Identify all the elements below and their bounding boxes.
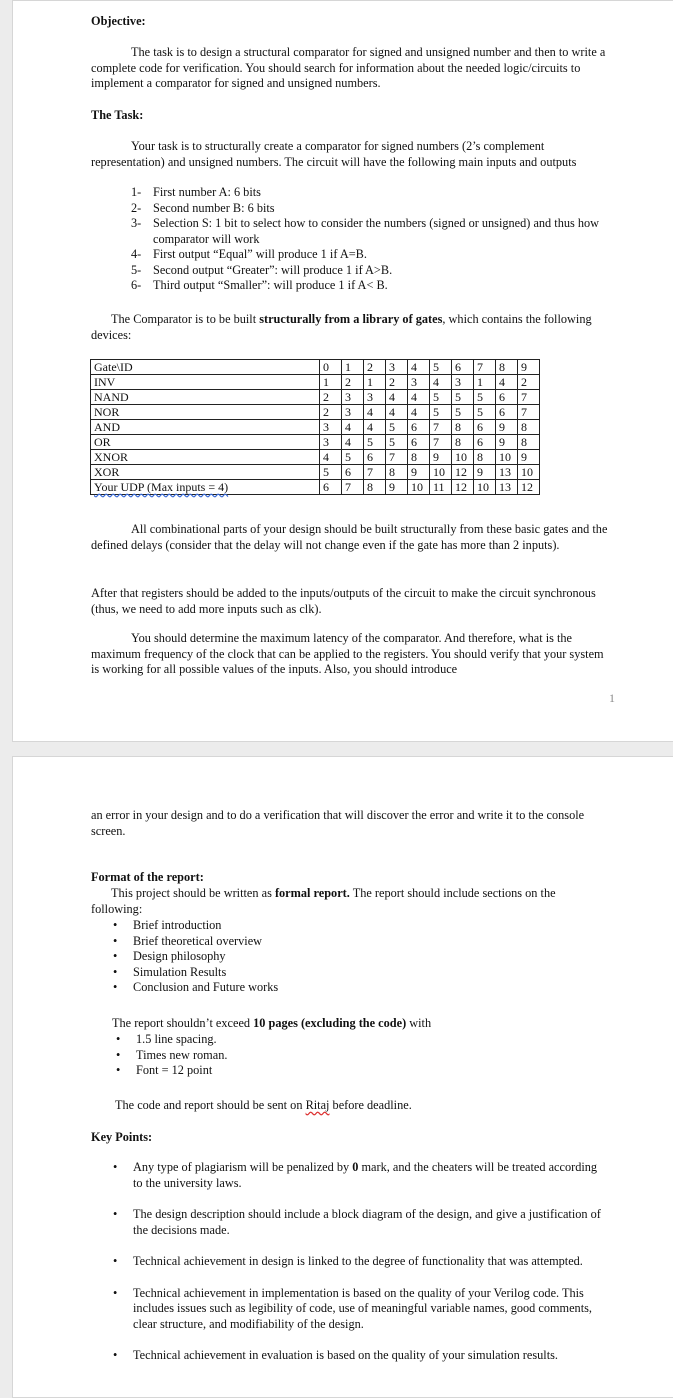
delay-cell: 9 [430,450,452,465]
list-item: 4- First output “Equal” will produce 1 if A=B. [131,247,367,261]
gate-name-cell: XOR [91,465,320,480]
delay-cell: 6 [452,360,474,375]
delay-cell: 4 [364,420,386,435]
delay-cell: 5 [386,420,408,435]
task-list [131,185,616,294]
delay-cell: 2 [386,375,408,390]
list-item: • Conclusion and Future works [113,980,278,996]
delay-cell: 2 [320,405,342,420]
delay-cell: 4 [430,375,452,390]
delay-cell: 9 [474,465,496,480]
formatting-list [116,1032,227,1079]
list-item: • Any type of plagiarism will be penalized by 0 mark, and the cheaters will be treated according to the university laws. [113,1160,608,1191]
list-item: • Technical achievement in design is linked to the degree of functionality that was attempted. [113,1254,608,1270]
table-row [91,405,540,420]
task-heading: The Task: [91,108,144,122]
delay-cell: 6 [408,435,430,450]
delay-cell: 9 [408,465,430,480]
gate-name-cell: NOR [91,405,320,420]
gate-name-cell: INV [91,375,320,390]
delay-cell: 7 [518,405,540,420]
table-row [91,435,540,450]
delay-cell: 5 [430,405,452,420]
list-item: • Simulation Results [113,965,278,981]
delay-cell: 2 [342,375,364,390]
delay-cell: 3 [386,360,408,375]
delay-cell: 1 [342,360,364,375]
delay-cell: 8 [474,450,496,465]
registers-paragraph: After that registers should be added to the inputs/outputs of the circuit to make the circuit synchronous (thus, we need to add more inputs such as clk). [91,586,596,616]
delay-cell: 9 [518,360,540,375]
list-item: 6- Third output “Smaller”: will produce 1 if A< B. [131,278,388,292]
delay-cell: 5 [474,390,496,405]
delay-cell: 10 [496,450,518,465]
objective-heading: Objective: [91,14,146,28]
table-row [91,465,540,480]
delay-cell: 8 [386,465,408,480]
delay-cell: 9 [496,420,518,435]
table-header-row [91,360,540,375]
key-points-heading: Key Points: [91,1130,153,1144]
delay-cell: 3 [342,390,364,405]
list-item: • Font = 12 point [116,1063,227,1079]
table-row [91,420,540,435]
key-points-list [113,1160,608,1364]
delay-cell: 7 [386,450,408,465]
format-heading: Format of the report: [91,870,204,884]
table-row [91,375,540,390]
delay-cell: 8 [496,360,518,375]
delay-cell: 7 [430,435,452,450]
document-page-2 [12,756,673,1398]
delay-cell: 6 [474,435,496,450]
delay-cell: 10 [408,480,430,495]
delay-cell: 7 [474,360,496,375]
delay-cell: 5 [320,465,342,480]
gate-name-cell: AND [91,420,320,435]
delay-cell: 4 [342,435,364,450]
delay-cell: 2 [320,390,342,405]
list-item: • Technical achievement in evaluation is based on the quality of your simulation results. [113,1348,608,1364]
delay-cell: 12 [452,465,474,480]
page-limit-line: The report shouldn’t exceed 10 pages (excluding the code) with [112,1016,432,1030]
latency-paragraph: You should determine the maximum latency of the comparator. And therefore, what is the maximum frequency of the clock that can be applied to the registers. You should verify that your system is working for all possible values of the inputs. Also, you should introduce [91,631,604,676]
gate-name-cell: OR [91,435,320,450]
delay-cell: 3 [342,405,364,420]
list-item: • The design description should include a block diagram of the design, and give a justification of the decisions made. [113,1207,608,1238]
delay-cell: 10 [452,450,474,465]
list-item: • Design philosophy [113,949,278,965]
delay-cell: 12 [452,480,474,495]
delay-cell: 11 [430,480,452,495]
delay-cell: 5 [452,405,474,420]
delay-cell: 7 [342,480,364,495]
delay-cell: 0 [320,360,342,375]
list-item: 2- Second number B: 6 bits [131,200,275,215]
list-item: 5- Second output “Greater”: will produce 1 if A>B. [131,262,393,277]
page-number: 1 [609,691,615,705]
submission-line: The code and report should be sent on Ritaj before deadline. [115,1098,412,1112]
delay-cell: 13 [496,480,518,495]
delay-cell: 9 [518,450,540,465]
delay-cell: 4 [364,405,386,420]
delay-cell: 5 [474,405,496,420]
table-row [91,390,540,405]
delay-cell: 4 [386,405,408,420]
delay-cell: 5 [430,360,452,375]
delay-cell: 1 [320,375,342,390]
delay-cell: 4 [386,390,408,405]
delay-cell: 10 [430,465,452,480]
delay-cell: 8 [452,435,474,450]
list-item: 3- Selection S: 1 bit to select how to consider the numbers (signed or unsigned) and thus how comparator will work [131,216,600,246]
list-item: • Brief introduction [113,918,278,934]
combinational-paragraph: All combinational parts of your design should be built structurally from these basic gates and the defined delays (consider that the delay will not change even if the gate has more than 2 inputs). [91,522,608,552]
delay-cell: 5 [364,435,386,450]
gate-name-cell: XNOR [91,450,320,465]
delay-cell: 6 [320,480,342,495]
delay-cell: 6 [474,420,496,435]
delay-cell: 13 [496,465,518,480]
delay-cell: 8 [364,480,386,495]
delay-cell: 3 [364,390,386,405]
list-item: 1- First number A: 6 bits [131,185,261,199]
delay-cell: 8 [408,450,430,465]
delay-cell: 4 [320,450,342,465]
library-paragraph: The Comparator is to be built structurally from a library of gates, which contains the following devices: [91,312,592,342]
gate-name-cell: Your UDP (Max inputs = 4) [91,480,320,495]
delay-cell: 5 [452,390,474,405]
list-item: • Technical achievement in implementation is based on the quality of your Verilog code. This includes issues such as legibility of code, use of meaningful variable names, good comments, clear structure, and modifiability of the design. [113,1286,608,1333]
list-item: • Times new roman. [116,1048,227,1064]
delay-cell: 6 [496,405,518,420]
delay-cell: 3 [408,375,430,390]
delay-cell: 8 [518,420,540,435]
delay-cell: 10 [474,480,496,495]
gate-name-cell: NAND [91,390,320,405]
format-paragraph: This project should be written as formal report. The report should include sections on the following: [91,886,556,916]
list-item: • 1.5 line spacing. [116,1032,227,1048]
delay-cell: 5 [386,435,408,450]
task-paragraph: Your task is to structurally create a comparator for signed numbers (2’s complement representation) and unsigned numbers. The circuit will have the following main inputs and outputs [91,139,577,169]
delay-cell: 3 [320,435,342,450]
delay-cell: 6 [496,390,518,405]
delay-cell: 3 [320,420,342,435]
report-sections-list [113,918,278,996]
delay-cell: 2 [518,375,540,390]
delay-cell: 7 [430,420,452,435]
continued-paragraph: an error in your design and to do a verification that will discover the error and write it to the console screen. [91,808,585,838]
objective-paragraph: The task is to design a structural comparator for signed and unsigned number and then to write a complete code for verification. You should search for information about the needed logic/circuits to implement a comparator for signed and unsigned numbers. [91,45,606,90]
delay-cell: 9 [386,480,408,495]
delay-cell: 2 [364,360,386,375]
delay-cell: 9 [496,435,518,450]
delay-cell: 4 [408,390,430,405]
delay-cell: 6 [342,465,364,480]
delay-cell: 7 [518,390,540,405]
delay-cell: 3 [452,375,474,390]
gate-name-cell: Gate\ID [91,360,320,375]
delay-cell: 4 [496,375,518,390]
delay-cell: 6 [364,450,386,465]
delay-cell: 1 [364,375,386,390]
delay-cell: 10 [518,465,540,480]
table-row [91,480,540,495]
delay-cell: 1 [474,375,496,390]
delay-cell: 8 [518,435,540,450]
list-item: • Brief theoretical overview [113,934,278,950]
delay-cell: 5 [342,450,364,465]
delay-cell: 6 [408,420,430,435]
delay-cell: 4 [342,420,364,435]
delay-cell: 7 [364,465,386,480]
delay-cell: 12 [518,480,540,495]
document-page-1 [12,0,673,742]
delay-cell: 4 [408,360,430,375]
table-row [91,450,540,465]
delay-cell: 8 [452,420,474,435]
delay-cell: 4 [408,405,430,420]
gate-delay-table [90,359,540,495]
delay-cell: 5 [430,390,452,405]
